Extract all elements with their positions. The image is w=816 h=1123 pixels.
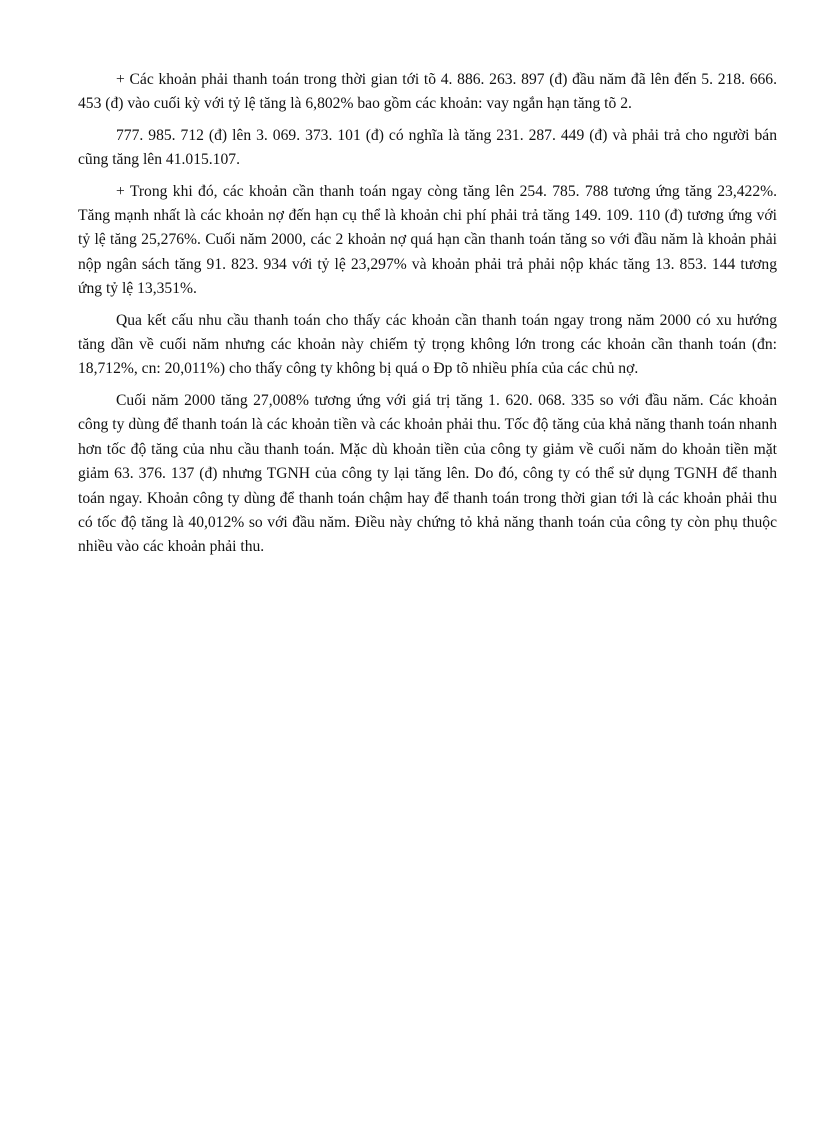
paragraph-immediate-payments: + Trong khi đó, các khoản cần thanh toán ngay còng tăng lên 254. 785. 788 tương ứng tăng 23,422%. Tăng mạnh nhất là các khoản nợ đến hạn cụ thể là khoản chi phí phải trả tăng 149. 109. 110 (đ) tương ứng với tỷ lệ tăng 25,276%. Cuối năm 2000, các 2 khoản nợ quá hạn cần thanh toán tăng so với đầu năm là khoản phải nộp ngân sách tăng 91. 823. 934 với tỷ lệ 23,297% và khoản phải trả phải nộp khác tăng 13. 853. 144 tương ứng tỷ lệ 13,351%. [78, 182, 777, 298]
paragraph-payables-continued: 777. 985. 712 (đ) lên 3. 069. 373. 101 (đ) có nghĩa là tăng 231. 287. 449 (đ) và phải trả cho người bán cũng tăng lên 41.015.107. [78, 126, 777, 169]
paragraph-payables: + Các khoản phải thanh toán trong thời gian tới tõ 4. 886. 263. 897 (đ) đầu năm đã lên đến 5. 218. 666. 453 (đ) vào cuối kỳ với tỷ lệ tăng là 6,802% bao gồm các khoản: vay ngắn hạn tăng tõ 2. [78, 71, 777, 113]
paragraph-year-end-summary: Cuối năm 2000 tăng 27,008% tương ứng với giá trị tăng 1. 620. 068. 335 so với đầu năm. Các khoản công ty dùng để thanh toán là các khoản tiền và các khoản phải thu. Tốc độ tăng của khả năng thanh toán nhanh hơn tốc độ tăng của nhu cầu thanh toán. Mặc dù khoản tiền của công ty giảm về cuối năm do khoản tiền mặt giảm 63. 376. 137 (đ) nhưng TGNH của công ty lại tăng lên. Do đó, công ty có thể sử dụng TGNH để thanh toán ngay. Khoản công ty dùng để thanh toán chậm hay để thanh toán trong thời gian tới là các khoản phải thu có tốc độ tăng là 40,012% so với đầu năm. Điều này chứng tỏ khả năng thanh toán của công ty còn phụ thuộc nhiều vào các khoản phải thu. [78, 391, 777, 556]
document-page [78, 68, 777, 567]
paragraph-payment-structure: Qua kết cấu nhu cầu thanh toán cho thấy các khoản cần thanh toán ngay trong năm 2000 có xu hướng tăng dần về cuối năm nhưng các khoản này chiếm tỷ trọng không lớn trong các khoản cần thanh toán (đn: 18,712%, cn: 20,011%) cho thấy công ty không bị quá o Đp tõ nhiều phía của các chủ nợ. [78, 311, 777, 378]
